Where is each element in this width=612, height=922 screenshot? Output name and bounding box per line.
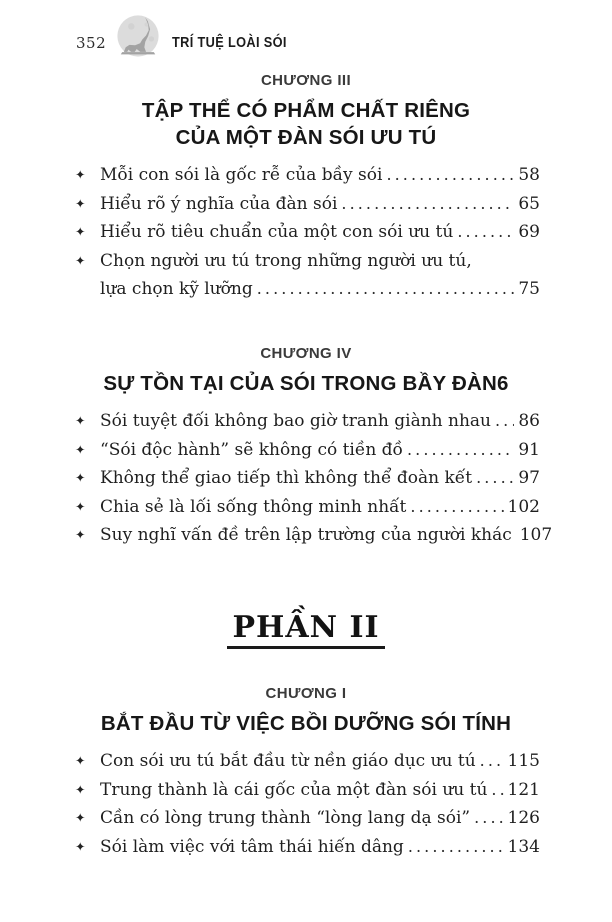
- dot-leader: [410, 497, 503, 517]
- dot-leader: [474, 808, 503, 828]
- star-bullet-icon: ✦: [75, 413, 86, 428]
- toc-list: [0, 165, 612, 299]
- entry-text: Hiểu rõ ý nghĩa của đàn sói: [100, 193, 338, 214]
- entry-text: Cần có lòng trung thành “lòng lang dạ sói”: [100, 808, 471, 828]
- star-bullet-icon: ✦: [75, 252, 86, 268]
- dot-leader: [491, 780, 503, 800]
- entry-page-number: 107: [519, 525, 553, 545]
- entry-page-number: 102: [507, 496, 540, 517]
- dot-leader: [408, 837, 504, 857]
- toc-entry: [75, 525, 553, 546]
- running-header: [0, 0, 612, 52]
- entry-page-number: 86: [518, 411, 540, 431]
- entry-text: Sói tuyệt đối không bao giờ tranh giành nhau: [100, 411, 491, 431]
- part-heading-text: PHẦN II: [227, 610, 384, 649]
- entry-page-number: 58: [518, 165, 540, 185]
- wolf-moon-logo-icon: [114, 13, 162, 59]
- entry-text: Trung thành là cái gốc của một đàn sói ưu tú: [100, 779, 488, 800]
- star-bullet-icon: ✦: [75, 838, 86, 854]
- page-number: 352: [76, 34, 107, 52]
- entry-page-number: 65: [518, 193, 540, 214]
- chapter-title-line: TẬP THỂ CÓ PHẨM CHẤT RIÊNG: [141, 99, 471, 122]
- chapter-kicker: CHƯƠNG I: [265, 685, 347, 702]
- toc-entry: [75, 751, 540, 772]
- book-title: TRÍ TUỆ LOÀI SÓI: [172, 35, 287, 51]
- entry-page-number: 126: [507, 808, 540, 828]
- entry-text: Mỗi con sói là gốc rễ của bầy sói: [100, 165, 383, 185]
- toc-entry: [75, 222, 540, 243]
- toc-entry: [75, 411, 540, 432]
- star-bullet-icon: ✦: [75, 224, 86, 239]
- entry-page-number: 75: [518, 279, 540, 299]
- star-bullet-icon: ✦: [75, 441, 86, 457]
- section-chuong-3: [0, 72, 612, 299]
- toc-entry: [75, 497, 540, 518]
- dot-leader: [476, 468, 514, 488]
- entry-text: Sói làm việc với tâm thái hiến dâng: [100, 836, 404, 857]
- star-bullet-icon: ✦: [75, 195, 86, 211]
- toc-entry: [75, 808, 540, 829]
- entry-page-number: 115: [507, 751, 540, 771]
- toc-list: [0, 411, 612, 546]
- entry-text: Chia sẻ là lối sống thông minh nhất: [100, 496, 407, 517]
- star-bullet-icon: ✦: [75, 498, 86, 514]
- entry-page-number: 69: [518, 222, 540, 242]
- dot-leader: [407, 440, 514, 460]
- dot-leader: [386, 165, 514, 185]
- star-bullet-icon: ✦: [75, 527, 86, 542]
- toc-entry: [75, 468, 540, 489]
- toc-entry-continuation: [100, 279, 540, 299]
- entry-page-number: 134: [507, 836, 540, 857]
- toc-entry: [75, 837, 540, 858]
- chapter-title: BẮT ĐẦU TỪ VIỆC BỒI DƯỠNG SÓI TÍNH: [100, 712, 512, 735]
- star-bullet-icon: ✦: [75, 753, 86, 768]
- chapter-kicker: CHƯƠNG IV: [260, 345, 352, 362]
- entry-text: Con sói ưu tú bắt đầu từ nền giáo dục ưu tú: [100, 751, 476, 771]
- dot-leader: [457, 222, 514, 242]
- dot-leader: [341, 194, 514, 214]
- toc-entry: [75, 440, 540, 461]
- entry-page-number: 121: [507, 779, 540, 800]
- entry-text: “Sói độc hành” sẽ không có tiền đồ: [100, 439, 403, 460]
- toc-entry: [75, 194, 540, 215]
- entry-text: Suy nghĩ vấn đề trên lập trường của người khác: [100, 525, 512, 545]
- part-heading: [0, 610, 612, 649]
- section-chuong-1: [0, 685, 612, 858]
- chapter-title: [0, 97, 612, 151]
- entry-text: Chọn người ưu tú trong những người ưu tú,: [100, 250, 472, 271]
- entry-page-number: 91: [518, 439, 540, 460]
- star-bullet-icon: ✦: [75, 470, 86, 485]
- entry-text: Hiểu rõ tiêu chuẩn của một con sói ưu tú: [100, 222, 454, 242]
- star-bullet-icon: ✦: [75, 781, 86, 797]
- toc-entry: [75, 251, 540, 272]
- toc-list: [0, 751, 612, 858]
- dot-leader: [480, 751, 504, 771]
- chapter-kicker: CHƯƠNG III: [260, 72, 352, 89]
- entry-text: lựa chọn kỹ lưỡng: [100, 279, 253, 299]
- toc-entry: [75, 780, 540, 801]
- star-bullet-icon: ✦: [75, 810, 86, 825]
- dot-leader: [257, 279, 515, 299]
- dot-leader: [495, 411, 514, 431]
- entry-page-number: 97: [518, 468, 540, 488]
- chapter-title: SỰ TỒN TẠI CỦA SÓI TRONG BẦY ĐÀN6: [103, 372, 509, 395]
- chapter-title-line: CỦA MỘT ĐÀN SÓI ƯU TÚ: [175, 126, 437, 149]
- entry-text: Không thể giao tiếp thì không thể đoàn kết: [100, 468, 473, 488]
- section-chuong-4: [0, 345, 612, 546]
- star-bullet-icon: ✦: [75, 167, 86, 182]
- toc-entry: [75, 165, 540, 186]
